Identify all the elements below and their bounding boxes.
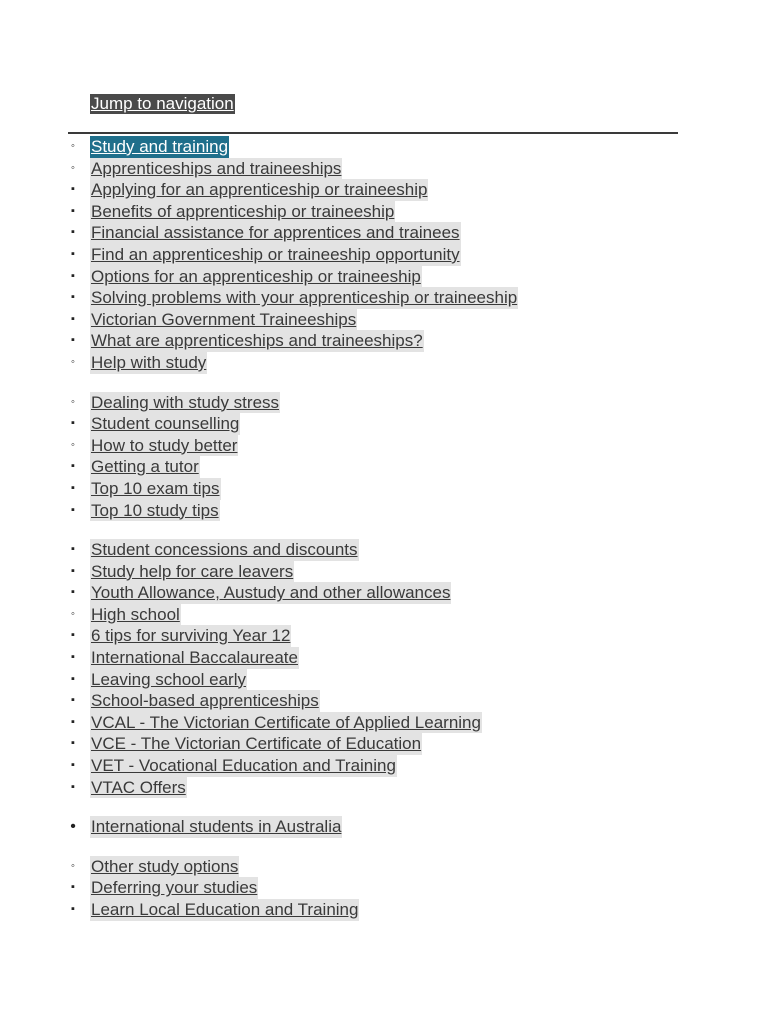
list-item — [0, 309, 768, 331]
nav-link[interactable]: Study help for care leavers — [91, 561, 294, 581]
nav-link[interactable]: School-based apprenticeships — [91, 691, 319, 711]
list-item — [0, 755, 768, 777]
list-item — [0, 500, 768, 522]
square-bullet-icon: ▪ — [71, 564, 75, 577]
list-item — [0, 539, 768, 561]
nav-link[interactable]: Financial assistance for apprentices and trainees — [91, 223, 460, 243]
square-bullet-icon: ▪ — [71, 334, 75, 347]
list-item — [0, 244, 768, 266]
nav-link[interactable]: Deferring your studies — [91, 878, 258, 898]
disc-bullet-icon: • — [70, 818, 76, 836]
square-bullet-icon: ▪ — [71, 780, 75, 793]
list-item — [0, 690, 768, 712]
square-bullet-icon: ▪ — [71, 247, 75, 260]
nav-link[interactable]: 6 tips for surviving Year 12 — [91, 626, 291, 646]
nav-link[interactable]: Top 10 study tips — [91, 500, 219, 520]
list-item — [0, 561, 768, 583]
circle-bullet-icon: ◦ — [71, 607, 75, 620]
nav-link[interactable]: International Baccalaureate — [91, 648, 298, 668]
square-bullet-icon: ▪ — [71, 183, 75, 196]
square-bullet-icon: ▪ — [71, 417, 75, 430]
nav-link[interactable]: VTAC Offers — [91, 777, 186, 797]
nav-link[interactable]: Other study options — [91, 856, 239, 876]
list-item — [0, 392, 768, 414]
list-item — [0, 413, 768, 435]
nav-link[interactable]: Help with study — [91, 352, 207, 372]
list-item — [0, 201, 768, 223]
list-item — [0, 287, 768, 309]
list-item — [0, 816, 768, 838]
square-bullet-icon: ▪ — [71, 312, 75, 325]
divider — [68, 132, 678, 134]
list-item — [0, 222, 768, 244]
nav-link[interactable]: Study and training — [91, 137, 229, 156]
list-item — [0, 582, 768, 604]
square-bullet-icon: ▪ — [71, 903, 75, 915]
circle-bullet-icon: ◦ — [71, 859, 75, 872]
list-item — [0, 712, 768, 734]
list-item — [0, 733, 768, 755]
circle-bullet-icon: ◦ — [71, 438, 75, 451]
list-item — [0, 456, 768, 478]
jump-to-navigation-link[interactable]: Jump to navigation — [91, 94, 234, 113]
list-item — [0, 266, 768, 288]
list-item — [0, 877, 768, 899]
list-item — [0, 136, 768, 158]
nav-link[interactable]: VCE - The Victorian Certificate of Education — [91, 734, 422, 754]
square-bullet-icon: ▪ — [71, 715, 75, 728]
nav-link[interactable]: Find an apprenticeship or traineeship opportunity — [91, 244, 460, 264]
circle-bullet-icon: ◦ — [71, 395, 75, 408]
square-bullet-icon: ▪ — [71, 651, 75, 664]
nav-link[interactable]: Solving problems with your apprenticeship or traineeship — [91, 288, 518, 308]
list-item — [0, 647, 768, 669]
list-item — [0, 435, 768, 457]
square-bullet-icon: ▪ — [71, 481, 75, 494]
square-bullet-icon: ▪ — [71, 503, 75, 516]
nav-link[interactable]: How to study better — [91, 435, 238, 455]
square-bullet-icon: ▪ — [71, 269, 75, 282]
nav-link[interactable]: Learn Local Education and Training — [91, 900, 359, 919]
list-item — [0, 899, 768, 921]
nav-link[interactable]: Benefits of apprenticeship or traineeship — [91, 201, 395, 221]
square-bullet-icon: ▪ — [71, 694, 75, 707]
list-item — [0, 856, 768, 878]
list-item — [0, 604, 768, 626]
square-bullet-icon: ▪ — [71, 629, 75, 642]
list-item — [0, 179, 768, 201]
nav-link[interactable]: International students in Australia — [91, 817, 342, 837]
square-bullet-icon: ▪ — [71, 204, 75, 217]
square-bullet-icon: ▪ — [71, 226, 75, 239]
nav-link[interactable]: What are apprenticeships and traineeships? — [91, 331, 423, 351]
list-item — [0, 669, 768, 691]
list-item — [0, 777, 768, 799]
square-bullet-icon: ▪ — [71, 672, 75, 685]
nav-link[interactable]: VCAL - The Victorian Certificate of Applied Learning — [91, 712, 481, 732]
nav-link[interactable]: Student counselling — [91, 414, 240, 434]
nav-link[interactable]: Applying for an apprenticeship or traineeship — [91, 180, 428, 200]
circle-bullet-icon: ◦ — [71, 355, 75, 368]
list-item — [0, 158, 768, 180]
nav-link[interactable]: Top 10 exam tips — [91, 478, 220, 498]
square-bullet-icon: ▪ — [71, 737, 75, 750]
nav-link[interactable]: Options for an apprenticeship or traineeship — [91, 266, 421, 286]
nav-link[interactable]: Leaving school early — [91, 669, 246, 689]
list-item — [0, 330, 768, 352]
square-bullet-icon: ▪ — [71, 460, 75, 473]
navigation-list — [0, 136, 768, 921]
square-bullet-icon: ▪ — [71, 881, 75, 894]
list-item — [0, 478, 768, 500]
nav-link[interactable]: High school — [91, 604, 180, 624]
list-item — [0, 625, 768, 647]
nav-link[interactable]: Getting a tutor — [91, 457, 199, 477]
nav-link[interactable]: Student concessions and discounts — [91, 540, 358, 560]
square-bullet-icon: ▪ — [71, 291, 75, 304]
nav-link[interactable]: Apprenticeships and traineeships — [91, 158, 342, 178]
nav-link[interactable]: Youth Allowance, Austudy and other allowances — [91, 583, 451, 603]
square-bullet-icon: ▪ — [71, 543, 75, 556]
circle-bullet-icon: ◦ — [71, 161, 75, 174]
square-bullet-icon: ▪ — [71, 759, 75, 772]
square-bullet-icon: ▪ — [71, 586, 75, 599]
nav-link[interactable]: VET - Vocational Education and Training — [91, 756, 396, 776]
nav-link[interactable]: Victorian Government Traineeships — [91, 309, 357, 329]
list-item — [0, 352, 768, 374]
nav-link[interactable]: Dealing with study stress — [91, 392, 280, 412]
circle-bullet-icon: ◦ — [71, 140, 75, 152]
